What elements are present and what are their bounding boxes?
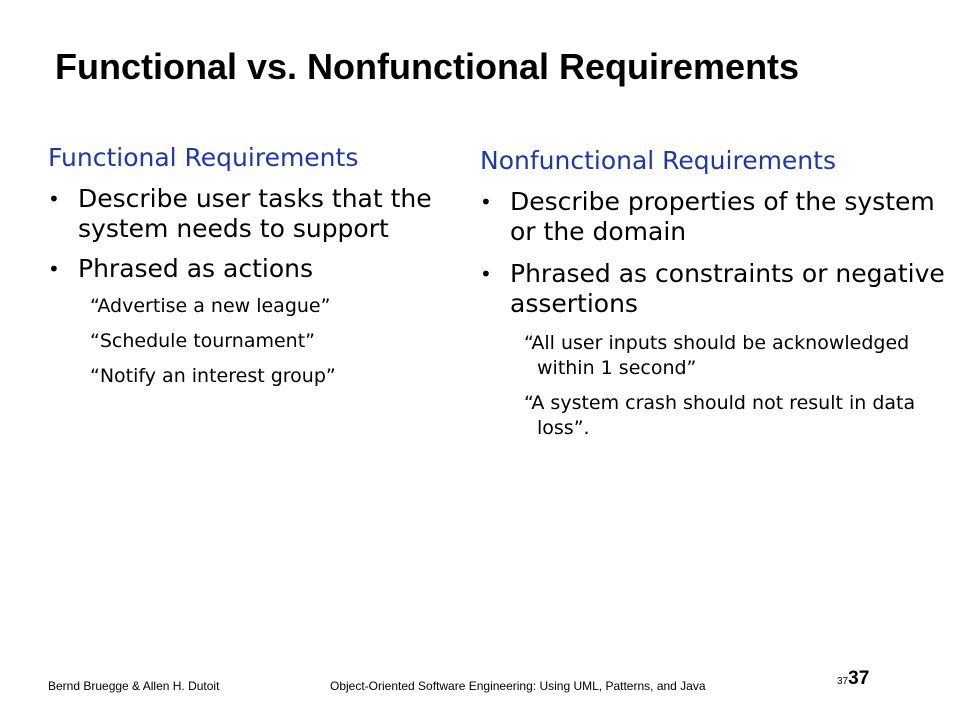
nonfunctional-bullet (480, 259, 950, 319)
functional-bullet (48, 254, 468, 284)
functional-bullet (48, 184, 468, 244)
page-number-small: 37 (837, 676, 849, 687)
bullet-text: Phrased as actions (78, 254, 314, 283)
bullet-text: Phrased as constraints or negative assertions (510, 259, 945, 318)
bullet-icon: • (480, 190, 492, 214)
footer-authors: Bernd Bruegge & Allen H. Dutoit (48, 679, 220, 693)
functional-heading: Functional Requirements (48, 143, 359, 172)
bullet-icon: • (480, 262, 492, 286)
bullet-icon: • (48, 187, 60, 211)
nonfunctional-example: “All user inputs should be acknowledged within 1 second” (524, 332, 910, 379)
slide-title: Functional vs. Nonfunctional Requirements (55, 46, 800, 87)
bullet-text: Describe properties of the system or the domain (510, 187, 935, 246)
functional-example: “Notify an interest group” (90, 365, 336, 387)
nonfunctional-example: “A system crash should not result in data loss”. (524, 392, 916, 439)
functional-column (48, 140, 468, 399)
bullet-icon: • (48, 257, 60, 281)
page-number-large: 37 (848, 668, 870, 689)
nonfunctional-column (480, 143, 950, 451)
nonfunctional-bullet (480, 187, 950, 247)
functional-example: “Schedule tournament” (90, 330, 316, 352)
page-number (837, 668, 869, 690)
nonfunctional-heading: Nonfunctional Requirements (480, 146, 836, 175)
bullet-text: Describe user tasks that the system needs to support (78, 184, 432, 243)
functional-example: “Advertise a new league” (90, 295, 331, 317)
footer-book-title: Object-Oriented Software Engineering: Using UML, Patterns, and Java (330, 679, 706, 693)
